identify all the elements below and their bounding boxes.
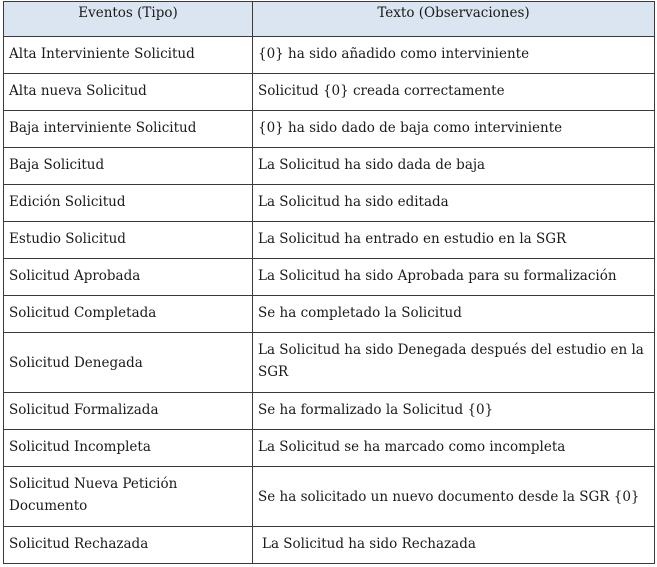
- event-text-cell: Se ha solicitado un nuevo documento desde la SGR {0}: [253, 467, 655, 527]
- table-row: [4, 527, 655, 564]
- event-type-cell: Estudio Solicitud: [4, 222, 253, 259]
- events-table: [3, 1, 655, 564]
- header-event-type: Eventos (Tipo): [4, 2, 253, 37]
- event-type-cell: Alta nueva Solicitud: [4, 74, 253, 111]
- table-row: [4, 148, 655, 185]
- event-text-cell: La Solicitud se ha marcado como incompleta: [253, 430, 655, 467]
- table-row: [4, 111, 655, 148]
- event-text-cell: La Solicitud ha entrado en estudio en la SGR: [253, 222, 655, 259]
- event-text-cell: {0} ha sido añadido como interviniente: [253, 37, 655, 74]
- table-row: [4, 37, 655, 74]
- table-row: [4, 222, 655, 259]
- event-type-cell: Alta Interviniente Solicitud: [4, 37, 253, 74]
- table-row: [4, 259, 655, 296]
- event-type-cell: Solicitud Aprobada: [4, 259, 253, 296]
- table-row: [4, 430, 655, 467]
- event-text-cell: Se ha formalizado la Solicitud {0}: [253, 393, 655, 430]
- table-row: [4, 467, 655, 527]
- event-type-cell: Solicitud Incompleta: [4, 430, 253, 467]
- table-header: [4, 2, 655, 37]
- event-text-cell: La Solicitud ha sido Rechazada: [253, 527, 655, 564]
- table-body: [4, 37, 655, 564]
- event-text-cell: La Solicitud ha sido editada: [253, 185, 655, 222]
- event-type-cell: Solicitud Nueva Petición Documento: [4, 467, 253, 527]
- event-text-cell: Solicitud {0} creada correctamente: [253, 74, 655, 111]
- event-text-cell: La Solicitud ha sido Denegada después del estudio en la SGR: [253, 333, 655, 393]
- event-type-cell: Solicitud Formalizada: [4, 393, 253, 430]
- event-text-cell: La Solicitud ha sido dada de baja: [253, 148, 655, 185]
- event-type-cell: Solicitud Completada: [4, 296, 253, 333]
- event-type-cell: Baja Solicitud: [4, 148, 253, 185]
- event-type-cell: Baja interviniente Solicitud: [4, 111, 253, 148]
- event-text-cell: Se ha completado la Solicitud: [253, 296, 655, 333]
- header-row: [4, 2, 655, 37]
- event-type-cell: Solicitud Denegada: [4, 333, 253, 393]
- table-row: [4, 393, 655, 430]
- event-text-cell: La Solicitud ha sido Aprobada para su formalización: [253, 259, 655, 296]
- table-row: [4, 333, 655, 393]
- table-row: [4, 185, 655, 222]
- table-row: [4, 74, 655, 111]
- table-row: [4, 296, 655, 333]
- header-event-text: Texto (Observaciones): [253, 2, 655, 37]
- event-text-cell: {0} ha sido dado de baja como interviniente: [253, 111, 655, 148]
- event-type-cell: Edición Solicitud: [4, 185, 253, 222]
- event-type-cell: Solicitud Rechazada: [4, 527, 253, 564]
